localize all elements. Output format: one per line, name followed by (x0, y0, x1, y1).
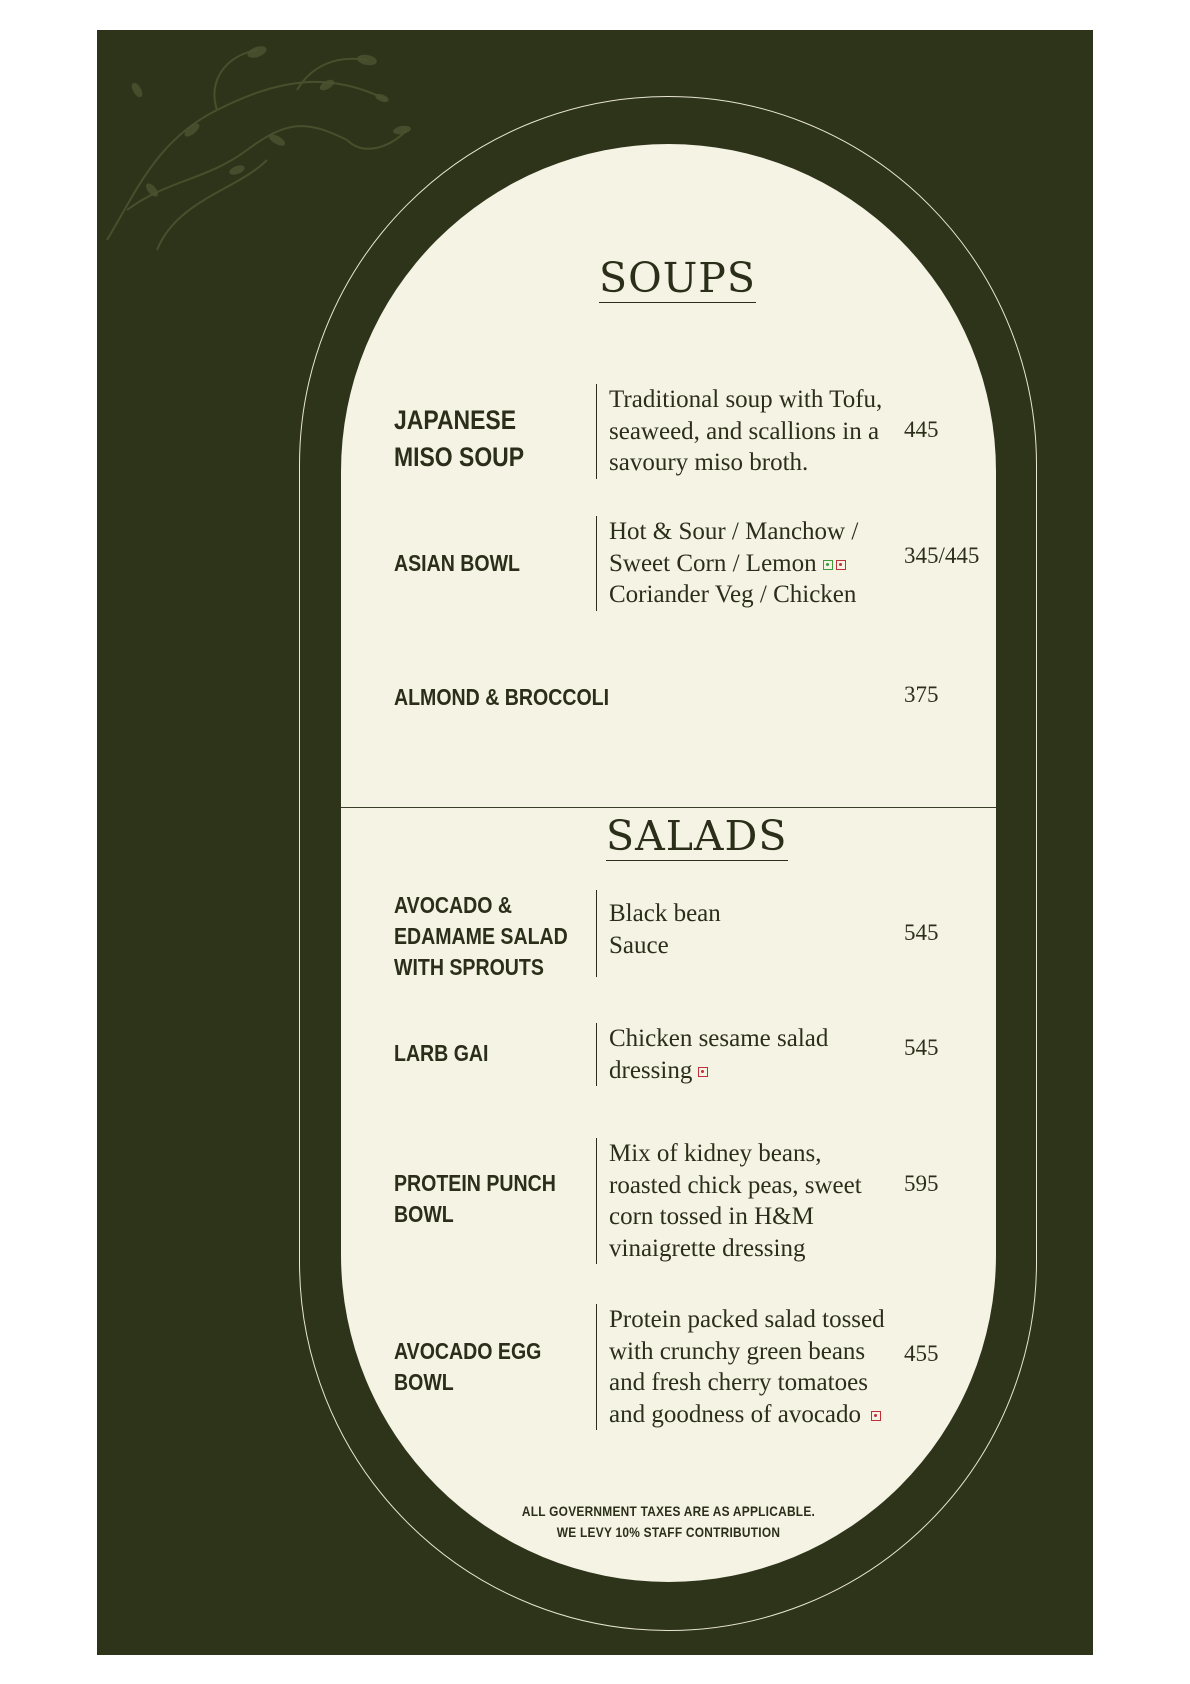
item-description: Black bean Sauce (596, 890, 721, 977)
item-name: ALMOND & BROCCOLI (394, 684, 610, 710)
item-name: JAPANESE MISO SOUP (394, 405, 525, 472)
section-divider (341, 807, 996, 808)
non-veg-mark-icon (836, 560, 846, 570)
item-price: 545 (904, 920, 939, 945)
tax-note: ALL GOVERNMENT TAXES ARE AS APPLICABLE. WE LEVY 10% STAFF CONTRIBUTION (521, 1503, 816, 1540)
item-description: Chicken sesame salad dressing (596, 1023, 828, 1086)
floral-vine-ornament (97, 30, 427, 260)
item-description: Traditional soup with Tofu, seaweed, and scallions in a savoury miso broth. (596, 384, 882, 479)
veg-mark-icon (823, 560, 833, 570)
soups-heading: SOUPS (599, 254, 756, 302)
menu-panel (341, 144, 996, 1582)
item-description: Mix of kidney beans, roasted chick peas, sweet corn tossed in H&M vinaigrette dressing (596, 1138, 862, 1264)
salads-heading: SALADS (606, 812, 788, 860)
item-price: 545 (904, 1035, 939, 1060)
item-price: 375 (904, 682, 939, 707)
item-price: 455 (904, 1341, 939, 1366)
item-price: 595 (904, 1171, 939, 1196)
item-name: LARB GAI (394, 1040, 489, 1066)
item-price: 345/445 (904, 543, 980, 568)
non-veg-mark-icon (698, 1067, 708, 1077)
item-price: 445 (904, 417, 939, 442)
item-description: Protein packed salad tossed with crunchy green beans and fresh cherry tomatoes and goodness of avocado (596, 1304, 885, 1430)
menu-page (97, 30, 1093, 1655)
item-name: PROTEIN PUNCH BOWL (394, 1170, 556, 1227)
item-description: Hot & Sour / Manchow / Sweet Corn / Lemon Coriander Veg / Chicken (596, 516, 858, 611)
item-name: ASIAN BOWL (394, 550, 520, 576)
item-name: AVOCADO EGG BOWL (394, 1338, 542, 1395)
item-name: AVOCADO & EDAMAME SALAD WITH SPROUTS (394, 892, 568, 980)
non-veg-mark-icon (871, 1411, 881, 1421)
